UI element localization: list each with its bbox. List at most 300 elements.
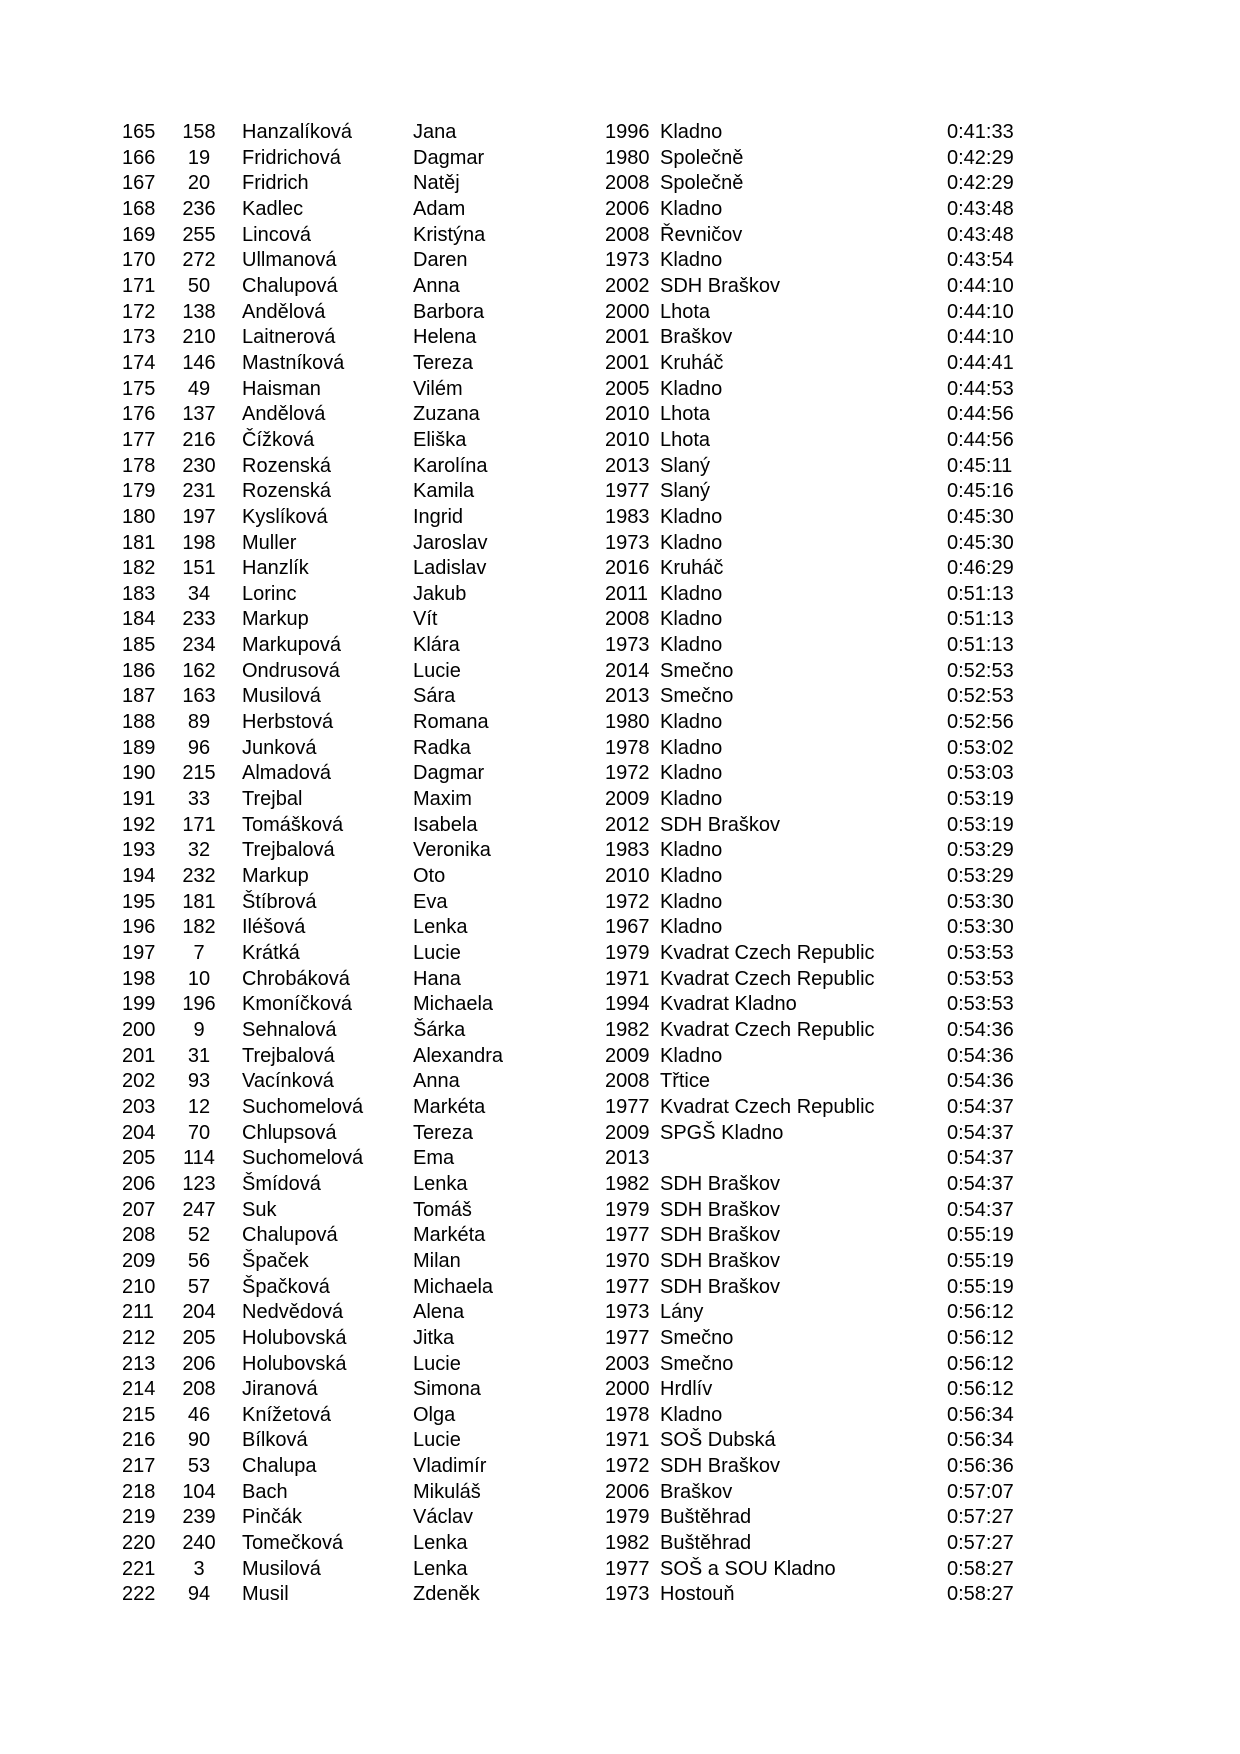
club-cell: Braškov bbox=[660, 1480, 733, 1503]
surname-cell: Muller bbox=[242, 531, 297, 554]
rank-cell: 216 bbox=[122, 1429, 156, 1452]
club-cell: SDH Braškov bbox=[660, 1172, 781, 1195]
bib-cell: 10 bbox=[187, 967, 211, 990]
rank-cell: 191 bbox=[122, 788, 156, 811]
first-name-cell: Zdeněk bbox=[413, 1583, 480, 1606]
first-name-cell: Lucie bbox=[413, 1429, 461, 1452]
first-name-cell: Lucie bbox=[413, 942, 461, 964]
club-cell: Třtice bbox=[660, 1070, 710, 1093]
time-cell: 0:42:29 bbox=[947, 146, 1014, 169]
first-name-cell: Lenka bbox=[413, 916, 468, 939]
surname-cell: Fridrichová bbox=[242, 146, 341, 169]
bib-cell: 20 bbox=[187, 172, 211, 195]
first-name-cell: Ema bbox=[413, 1147, 455, 1170]
time-cell: 0:56:12 bbox=[947, 1378, 1014, 1401]
surname-cell: Musil bbox=[242, 1583, 289, 1606]
table-row bbox=[0, 505, 1240, 531]
rank-cell: 182 bbox=[122, 557, 156, 580]
bib-cell: 53 bbox=[187, 1455, 211, 1478]
club-cell: Řevničov bbox=[660, 223, 743, 246]
bib-cell: 9 bbox=[193, 1018, 205, 1041]
table-row bbox=[0, 1069, 1240, 1095]
table-row bbox=[0, 736, 1240, 762]
table-row bbox=[0, 582, 1240, 608]
rank-cell: 183 bbox=[122, 582, 156, 605]
club-cell: SDH Braškov bbox=[660, 1249, 781, 1272]
bib-cell: 19 bbox=[187, 146, 211, 169]
bib-cell: 7 bbox=[193, 942, 205, 964]
table-row bbox=[0, 633, 1240, 659]
birth-year-cell: 1996 bbox=[605, 121, 650, 143]
time-cell: 0:53:53 bbox=[947, 993, 1014, 1016]
first-name-cell: Jakub bbox=[413, 582, 467, 605]
club-cell: Kladno bbox=[660, 762, 723, 785]
table-row bbox=[0, 1377, 1240, 1403]
birth-year-cell: 1977 bbox=[605, 1095, 650, 1118]
time-cell: 0:54:37 bbox=[947, 1147, 1014, 1170]
birth-year-cell: 1978 bbox=[605, 736, 650, 759]
birth-year-cell: 2000 bbox=[605, 1378, 650, 1401]
rank-cell: 195 bbox=[122, 890, 156, 913]
bib-cell: 96 bbox=[187, 736, 211, 759]
rank-cell: 212 bbox=[122, 1326, 156, 1349]
bib-cell: 34 bbox=[187, 582, 211, 605]
bib-cell: 70 bbox=[187, 1121, 211, 1144]
surname-cell: Markup bbox=[242, 865, 309, 888]
table-row bbox=[0, 454, 1240, 480]
club-cell: Společně bbox=[660, 172, 744, 195]
club-cell: Kladno bbox=[660, 1044, 723, 1067]
birth-year-cell: 2013 bbox=[605, 685, 650, 708]
surname-cell: Suchomelová bbox=[242, 1147, 364, 1170]
birth-year-cell: 2013 bbox=[605, 1147, 650, 1170]
time-cell: 0:55:19 bbox=[947, 1275, 1014, 1298]
club-cell: Smečno bbox=[660, 659, 734, 682]
bib-cell: 233 bbox=[182, 608, 216, 631]
club-cell: Kladno bbox=[660, 788, 723, 811]
table-row bbox=[0, 223, 1240, 249]
bib-cell: 206 bbox=[182, 1352, 216, 1375]
bib-cell: 236 bbox=[182, 197, 216, 220]
birth-year-cell: 1970 bbox=[605, 1249, 650, 1272]
club-cell: Kladno bbox=[660, 121, 723, 143]
rank-cell: 200 bbox=[122, 1018, 156, 1041]
first-name-cell: Oto bbox=[413, 865, 446, 888]
first-name-cell: Jana bbox=[413, 121, 457, 143]
birth-year-cell: 2006 bbox=[605, 1480, 650, 1503]
time-cell: 0:56:34 bbox=[947, 1403, 1014, 1426]
surname-cell: Chalupa bbox=[242, 1455, 317, 1478]
bib-cell: 196 bbox=[182, 993, 216, 1016]
surname-cell: Vacínková bbox=[242, 1070, 334, 1093]
table-row bbox=[0, 890, 1240, 916]
table-row bbox=[0, 1300, 1240, 1326]
table-row bbox=[0, 274, 1240, 300]
club-cell: Kladno bbox=[660, 634, 723, 657]
time-cell: 0:45:30 bbox=[947, 531, 1014, 554]
first-name-cell: Lenka bbox=[413, 1172, 468, 1195]
time-cell: 0:55:19 bbox=[947, 1249, 1014, 1272]
first-name-cell: Vilém bbox=[413, 377, 463, 400]
time-cell: 0:44:10 bbox=[947, 274, 1014, 297]
bib-cell: 247 bbox=[182, 1198, 216, 1221]
first-name-cell: Olga bbox=[413, 1403, 456, 1426]
bib-cell: 208 bbox=[182, 1378, 216, 1401]
first-name-cell: Lucie bbox=[413, 1352, 461, 1375]
time-cell: 0:54:37 bbox=[947, 1172, 1014, 1195]
surname-cell: Kadlec bbox=[242, 197, 304, 220]
time-cell: 0:54:37 bbox=[947, 1121, 1014, 1144]
rank-cell: 169 bbox=[122, 223, 156, 246]
surname-cell: Lorinc bbox=[242, 582, 297, 605]
bib-cell: 239 bbox=[182, 1506, 216, 1529]
rank-cell: 194 bbox=[122, 865, 156, 888]
birth-year-cell: 2009 bbox=[605, 1121, 650, 1144]
bib-cell: 272 bbox=[182, 249, 216, 272]
bib-cell: 231 bbox=[182, 480, 216, 503]
first-name-cell: Lenka bbox=[413, 1532, 468, 1555]
bib-cell: 205 bbox=[182, 1326, 216, 1349]
time-cell: 0:44:53 bbox=[947, 377, 1014, 400]
bib-cell: 49 bbox=[187, 377, 211, 400]
club-cell: Kladno bbox=[660, 890, 723, 913]
birth-year-cell: 1973 bbox=[605, 249, 650, 272]
surname-cell: Sehnalová bbox=[242, 1018, 337, 1041]
rank-cell: 181 bbox=[122, 531, 156, 554]
first-name-cell: Dagmar bbox=[413, 146, 485, 169]
time-cell: 0:53:19 bbox=[947, 813, 1014, 836]
time-cell: 0:42:29 bbox=[947, 172, 1014, 195]
bib-cell: 232 bbox=[182, 865, 216, 888]
rank-cell: 192 bbox=[122, 813, 156, 836]
birth-year-cell: 1977 bbox=[605, 1224, 650, 1247]
time-cell: 0:46:29 bbox=[947, 557, 1014, 580]
time-cell: 0:53:53 bbox=[947, 942, 1014, 964]
rank-cell: 221 bbox=[122, 1557, 156, 1580]
table-row bbox=[0, 1582, 1240, 1608]
first-name-cell: Milan bbox=[413, 1249, 461, 1272]
birth-year-cell: 2010 bbox=[605, 428, 650, 451]
first-name-cell: Karolína bbox=[413, 454, 488, 477]
birth-year-cell: 1994 bbox=[605, 993, 650, 1016]
surname-cell: Mastníková bbox=[242, 351, 345, 374]
time-cell: 0:56:34 bbox=[947, 1429, 1014, 1452]
club-cell: Kladno bbox=[660, 249, 723, 272]
table-row bbox=[0, 1403, 1240, 1429]
time-cell: 0:56:12 bbox=[947, 1326, 1014, 1349]
first-name-cell: Mikuláš bbox=[413, 1480, 481, 1503]
surname-cell: Štíbrová bbox=[242, 890, 317, 913]
table-row bbox=[0, 146, 1240, 172]
club-cell: Braškov bbox=[660, 326, 733, 349]
time-cell: 0:54:37 bbox=[947, 1198, 1014, 1221]
table-row bbox=[0, 1454, 1240, 1480]
club-cell: Buštěhrad bbox=[660, 1532, 752, 1555]
time-cell: 0:54:36 bbox=[947, 1044, 1014, 1067]
table-row bbox=[0, 992, 1240, 1018]
birth-year-cell: 1980 bbox=[605, 711, 650, 734]
rank-cell: 179 bbox=[122, 480, 156, 503]
bib-cell: 234 bbox=[182, 634, 216, 657]
club-cell: Kvadrat Czech Republic bbox=[660, 942, 875, 964]
surname-cell: Herbstová bbox=[242, 711, 334, 734]
time-cell: 0:43:48 bbox=[947, 197, 1014, 220]
rank-cell: 172 bbox=[122, 300, 156, 323]
bib-cell: 162 bbox=[182, 659, 216, 682]
first-name-cell: Helena bbox=[413, 326, 477, 349]
rank-cell: 215 bbox=[122, 1403, 156, 1426]
bib-cell: 204 bbox=[182, 1301, 216, 1324]
club-cell: Lhota bbox=[660, 428, 711, 451]
birth-year-cell: 1973 bbox=[605, 634, 650, 657]
first-name-cell: Klára bbox=[413, 634, 460, 657]
birth-year-cell: 2005 bbox=[605, 377, 650, 400]
birth-year-cell: 2014 bbox=[605, 659, 650, 682]
club-cell: SPGŠ Kladno bbox=[660, 1121, 784, 1144]
first-name-cell: Zuzana bbox=[413, 403, 480, 426]
club-cell: SDH Braškov bbox=[660, 813, 781, 836]
first-name-cell: Maxim bbox=[413, 788, 472, 811]
birth-year-cell: 2008 bbox=[605, 172, 650, 195]
table-row bbox=[0, 1018, 1240, 1044]
first-name-cell: Eliška bbox=[413, 428, 467, 451]
rank-cell: 209 bbox=[122, 1249, 156, 1272]
surname-cell: Rozenská bbox=[242, 454, 331, 477]
table-row bbox=[0, 787, 1240, 813]
birth-year-cell: 1973 bbox=[605, 1301, 650, 1324]
club-cell: Smečno bbox=[660, 1352, 734, 1375]
surname-cell: Iléšová bbox=[242, 916, 306, 939]
club-cell: Kvadrat Czech Republic bbox=[660, 967, 875, 990]
rank-cell: 220 bbox=[122, 1532, 156, 1555]
surname-cell: Bach bbox=[242, 1480, 288, 1503]
club-cell: Kladno bbox=[660, 608, 723, 631]
time-cell: 0:44:10 bbox=[947, 300, 1014, 323]
table-row bbox=[0, 1044, 1240, 1070]
time-cell: 0:54:36 bbox=[947, 1018, 1014, 1041]
club-cell: Smečno bbox=[660, 685, 734, 708]
rank-cell: 197 bbox=[122, 942, 156, 964]
surname-cell: Holubovská bbox=[242, 1326, 347, 1349]
club-cell: Kladno bbox=[660, 377, 723, 400]
rank-cell: 167 bbox=[122, 172, 156, 195]
table-row bbox=[0, 300, 1240, 326]
club-cell: Kladno bbox=[660, 865, 723, 888]
birth-year-cell: 2003 bbox=[605, 1352, 650, 1375]
time-cell: 0:57:27 bbox=[947, 1532, 1014, 1555]
surname-cell: Knížetová bbox=[242, 1403, 331, 1426]
rank-cell: 177 bbox=[122, 428, 156, 451]
bib-cell: 123 bbox=[182, 1172, 216, 1195]
club-cell: Kladno bbox=[660, 736, 723, 759]
rank-cell: 199 bbox=[122, 993, 156, 1016]
first-name-cell: Sára bbox=[413, 685, 456, 708]
club-cell: Společně bbox=[660, 146, 744, 169]
rank-cell: 170 bbox=[122, 249, 156, 272]
bib-cell: 198 bbox=[182, 531, 216, 554]
time-cell: 0:43:54 bbox=[947, 249, 1014, 272]
birth-year-cell: 2011 bbox=[605, 582, 649, 605]
bib-cell: 90 bbox=[187, 1429, 211, 1452]
birth-year-cell: 1983 bbox=[605, 839, 650, 862]
table-row bbox=[0, 1428, 1240, 1454]
surname-cell: Šmídová bbox=[242, 1172, 321, 1195]
rank-cell: 174 bbox=[122, 351, 156, 374]
time-cell: 0:53:30 bbox=[947, 916, 1014, 939]
bib-cell: 215 bbox=[182, 762, 216, 785]
rank-cell: 206 bbox=[122, 1172, 156, 1195]
first-name-cell: Daren bbox=[413, 249, 468, 272]
birth-year-cell: 1979 bbox=[605, 1506, 650, 1529]
surname-cell: Ondrusová bbox=[242, 659, 340, 682]
surname-cell: Chrobáková bbox=[242, 967, 350, 990]
first-name-cell: Isabela bbox=[413, 813, 478, 836]
time-cell: 0:41:33 bbox=[947, 121, 1014, 143]
first-name-cell: Anna bbox=[413, 274, 460, 297]
table-row bbox=[0, 1172, 1240, 1198]
bib-cell: 33 bbox=[187, 788, 211, 811]
time-cell: 0:44:56 bbox=[947, 403, 1014, 426]
bib-cell: 137 bbox=[182, 403, 216, 426]
club-cell: Hrdlív bbox=[660, 1378, 713, 1401]
rank-cell: 222 bbox=[122, 1583, 156, 1606]
first-name-cell: Kamila bbox=[413, 480, 475, 503]
first-name-cell: Veronika bbox=[413, 839, 491, 862]
time-cell: 0:53:29 bbox=[947, 839, 1014, 862]
surname-cell: Tomášková bbox=[242, 813, 344, 836]
bib-cell: 158 bbox=[182, 121, 216, 143]
birth-year-cell: 1980 bbox=[605, 146, 650, 169]
table-row bbox=[0, 248, 1240, 274]
rank-cell: 190 bbox=[122, 762, 156, 785]
surname-cell: Krátká bbox=[242, 942, 300, 964]
club-cell: Lhota bbox=[660, 403, 711, 426]
surname-cell: Trejbalová bbox=[242, 1044, 335, 1067]
time-cell: 0:53:30 bbox=[947, 890, 1014, 913]
birth-year-cell: 2012 bbox=[605, 813, 650, 836]
rank-cell: 171 bbox=[122, 274, 156, 297]
table-row bbox=[0, 710, 1240, 736]
birth-year-cell: 2010 bbox=[605, 865, 650, 888]
time-cell: 0:57:07 bbox=[947, 1480, 1014, 1503]
surname-cell: Jiranová bbox=[242, 1378, 318, 1401]
time-cell: 0:55:19 bbox=[947, 1224, 1014, 1247]
surname-cell: Ullmanová bbox=[242, 249, 337, 272]
bib-cell: 56 bbox=[187, 1249, 211, 1272]
club-cell: SDH Braškov bbox=[660, 1224, 781, 1247]
surname-cell: Musilová bbox=[242, 1557, 321, 1580]
first-name-cell: Jitka bbox=[413, 1326, 455, 1349]
surname-cell: Holubovská bbox=[242, 1352, 347, 1375]
surname-cell: Hanzalíková bbox=[242, 121, 353, 143]
table-row bbox=[0, 402, 1240, 428]
time-cell: 0:44:56 bbox=[947, 428, 1014, 451]
bib-cell: 171 bbox=[182, 813, 216, 836]
birth-year-cell: 1973 bbox=[605, 531, 650, 554]
bib-cell: 57 bbox=[187, 1275, 211, 1298]
table-row bbox=[0, 325, 1240, 351]
bib-cell: 114 bbox=[183, 1147, 215, 1170]
surname-cell: Andělová bbox=[242, 403, 326, 426]
birth-year-cell: 2013 bbox=[605, 454, 650, 477]
bib-cell: 216 bbox=[182, 428, 216, 451]
first-name-cell: Markéta bbox=[413, 1224, 486, 1247]
table-row bbox=[0, 171, 1240, 197]
rank-cell: 203 bbox=[122, 1095, 156, 1118]
surname-cell: Nedvědová bbox=[242, 1301, 344, 1324]
surname-cell: Čížková bbox=[242, 428, 315, 451]
bib-cell: 50 bbox=[187, 274, 211, 297]
birth-year-cell: 2008 bbox=[605, 223, 650, 246]
first-name-cell: Hana bbox=[413, 967, 461, 990]
rank-cell: 188 bbox=[122, 711, 156, 734]
first-name-cell: Lucie bbox=[413, 659, 461, 682]
surname-cell: Kmoníčková bbox=[242, 993, 353, 1016]
bib-cell: 181 bbox=[182, 890, 216, 913]
rank-cell: 204 bbox=[122, 1121, 156, 1144]
surname-cell: Haisman bbox=[242, 377, 321, 400]
birth-year-cell: 1983 bbox=[605, 505, 650, 528]
birth-year-cell: 1977 bbox=[605, 1275, 650, 1298]
rank-cell: 173 bbox=[122, 326, 156, 349]
table-row bbox=[0, 1480, 1240, 1506]
rank-cell: 185 bbox=[122, 634, 156, 657]
table-row bbox=[0, 1326, 1240, 1352]
table-row bbox=[0, 915, 1240, 941]
first-name-cell: Dagmar bbox=[413, 762, 485, 785]
bib-cell: 146 bbox=[182, 351, 216, 374]
birth-year-cell: 2008 bbox=[605, 608, 650, 631]
table-row bbox=[0, 684, 1240, 710]
first-name-cell: Vladimír bbox=[413, 1455, 487, 1478]
surname-cell: Markupová bbox=[242, 634, 341, 657]
rank-cell: 211 bbox=[122, 1301, 154, 1324]
time-cell: 0:51:13 bbox=[947, 634, 1014, 657]
first-name-cell: Lenka bbox=[413, 1557, 468, 1580]
club-cell: SDH Braškov bbox=[660, 1455, 781, 1478]
club-cell: Slaný bbox=[660, 454, 711, 477]
time-cell: 0:56:12 bbox=[947, 1301, 1014, 1324]
birth-year-cell: 1973 bbox=[605, 1583, 650, 1606]
table-row bbox=[0, 1249, 1240, 1275]
table-row bbox=[0, 479, 1240, 505]
table-row bbox=[0, 531, 1240, 557]
birth-year-cell: 1982 bbox=[605, 1172, 650, 1195]
table-row bbox=[0, 1531, 1240, 1557]
club-cell: Kladno bbox=[660, 531, 723, 554]
rank-cell: 205 bbox=[122, 1147, 156, 1170]
table-row bbox=[0, 838, 1240, 864]
rank-cell: 178 bbox=[122, 454, 156, 477]
birth-year-cell: 2009 bbox=[605, 788, 650, 811]
rank-cell: 175 bbox=[122, 377, 156, 400]
first-name-cell: Natěj bbox=[413, 172, 460, 195]
rank-cell: 219 bbox=[122, 1506, 156, 1529]
table-row bbox=[0, 1095, 1240, 1121]
club-cell: Kladno bbox=[660, 711, 723, 734]
table-row bbox=[0, 659, 1240, 685]
first-name-cell: Tomáš bbox=[413, 1198, 472, 1221]
bib-cell: 138 bbox=[182, 300, 216, 323]
rank-cell: 193 bbox=[122, 839, 156, 862]
rank-cell: 168 bbox=[122, 197, 156, 220]
surname-cell: Junková bbox=[242, 736, 317, 759]
surname-cell: Tomečková bbox=[242, 1532, 344, 1555]
table-row bbox=[0, 967, 1240, 993]
rank-cell: 180 bbox=[122, 505, 156, 528]
surname-cell: Chlupsová bbox=[242, 1121, 337, 1144]
club-cell: Kvadrat Kladno bbox=[660, 993, 797, 1016]
